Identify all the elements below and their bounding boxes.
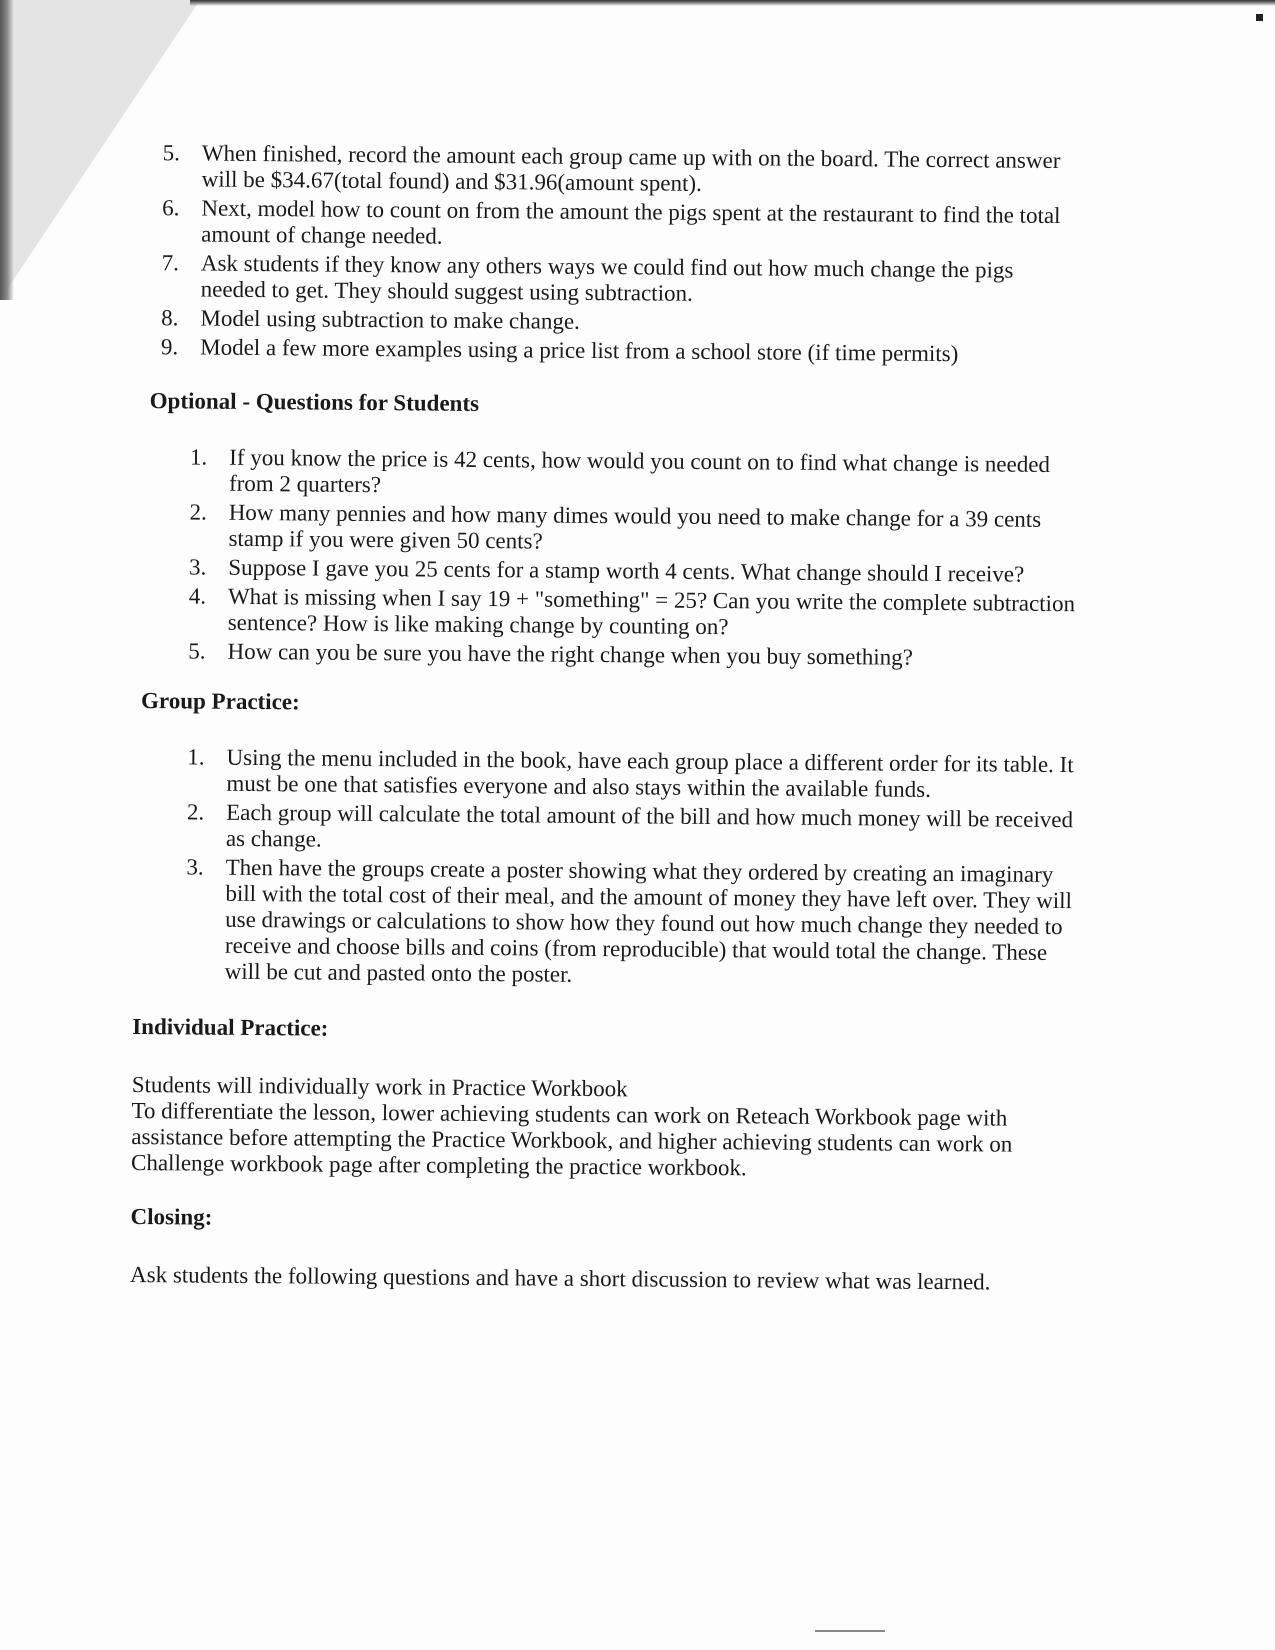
item-number: 4.	[188, 583, 207, 609]
list-item	[133, 854, 1079, 992]
list-item	[135, 638, 1080, 672]
item-number: 1.	[189, 444, 208, 470]
item-text: Model using subtraction to make change.	[200, 305, 580, 334]
item-number: 8.	[161, 305, 179, 331]
list-item	[140, 140, 1085, 200]
item-number: 6.	[162, 195, 180, 221]
item-number: 7.	[161, 250, 180, 276]
scan-mark	[815, 1630, 885, 1632]
item-text: Model a few more examples using a price list from a school store (if time permits)	[200, 334, 959, 367]
individual-practice-line: Students will individually work in Practice Workbook	[131, 1071, 628, 1102]
list-item	[136, 554, 1081, 588]
item-text: Using the menu included in the book, have each group place a different order for its table. It must be one that satisfies everyone and also stays within the available funds.	[226, 744, 1074, 802]
item-number: 1.	[187, 744, 205, 770]
scan-speck	[1256, 14, 1263, 21]
document-page	[130, 140, 1085, 1296]
item-text: Next, model how to count on from the amount the pigs spent at the restaurant to find the total amount of change needed.	[201, 195, 1061, 249]
item-text: If you know the price is 42 cents, how would you count on to find what change is needed from 2 quarters?	[228, 444, 1051, 498]
list-item	[139, 195, 1084, 255]
item-number: 5.	[162, 140, 180, 166]
item-number: 2.	[186, 799, 205, 825]
group-practice-heading: Group Practice:	[140, 688, 300, 715]
item-number: 2.	[189, 499, 207, 525]
item-number: 5.	[188, 638, 206, 664]
list-item	[139, 250, 1084, 310]
lesson-steps-list	[138, 140, 1085, 368]
closing-heading: Closing:	[130, 1203, 213, 1230]
list-item	[137, 444, 1082, 504]
list-item	[134, 799, 1079, 859]
scan-left-shadow	[0, 0, 14, 300]
item-text: How can you be sure you have the right change when you buy something?	[227, 638, 913, 670]
item-text: When finished, record the amount each group came up with on the board. The correct answer will be $34.67(total found) and $31.96(amount spent).	[201, 140, 1061, 196]
item-number: 9.	[160, 334, 179, 360]
individual-practice-heading: Individual Practice:	[132, 1013, 329, 1041]
item-text: Suppose I gave you 25 cents for a stamp worth 4 cents. What change should I receive?	[228, 554, 1025, 587]
list-item	[136, 583, 1081, 643]
item-number: 3.	[188, 554, 207, 580]
closing-paragraph: Ask students the following questions and have a short discussion to review what was learned.	[129, 1261, 991, 1295]
item-text: Then have the groups create a poster showing what they ordered by creating an imaginary bill with the total cost of their meal, and the amount of money they have left over. They will use drawings or calculations to show how they found out how much change they needed to receive and choose bills and coins (from reproducible) that would total the change. These will be cut and pasted onto the poster.	[224, 854, 1073, 987]
item-text: Each group will calculate the total amount of the bill and how much money will be received as change.	[225, 799, 1074, 852]
list-item	[134, 744, 1079, 804]
list-item	[138, 305, 1083, 339]
item-number: 3.	[186, 854, 204, 880]
optional-questions-list	[135, 444, 1082, 672]
group-practice-list	[133, 744, 1080, 992]
list-item	[138, 334, 1083, 368]
individual-practice-paragraph: To differentiate the lesson, lower achieving students can work on Reteach Workbook page with assistance before attempting the Practice Workbook, and higher achieving students can work on Challenge workbook page after completing the practice workbook.	[130, 1097, 1013, 1181]
optional-questions-heading: Optional - Questions for Students	[149, 388, 480, 416]
list-item	[136, 499, 1081, 559]
scan-top-edge	[190, 0, 1275, 6]
item-text: How many pennies and how many dimes would you need to make change for a 39 cents stamp if you were given 50 cents?	[228, 499, 1042, 554]
item-text: Ask students if they know any others ways we could find out how much change the pigs needed to get. They should suggest using subtraction.	[200, 250, 1014, 306]
item-text: What is missing when I say 19 + "something" = 25? Can you write the complete subtraction sentence? How is like making change by counting on?	[227, 583, 1076, 640]
